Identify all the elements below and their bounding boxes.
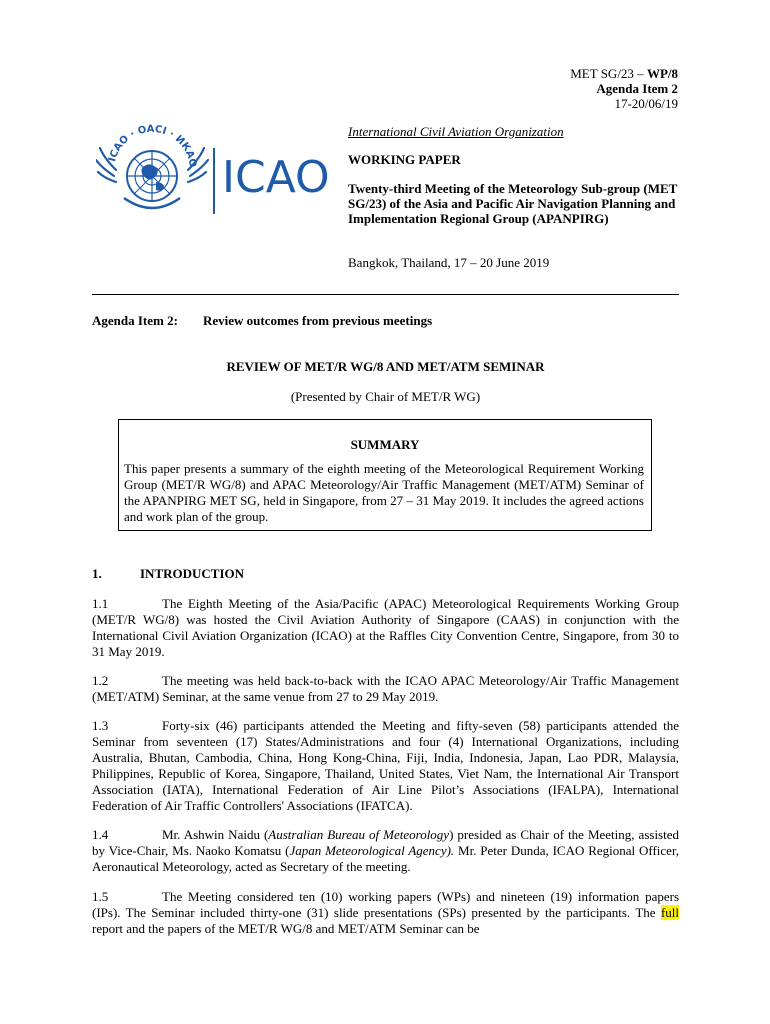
section-title: INTRODUCTION xyxy=(140,566,245,581)
reference-number: MET SG/23 – WP/8 xyxy=(570,66,678,81)
logo-ring-text: ICAO · OACI · ИКАО xyxy=(107,123,199,169)
agenda-item-ref: Agenda Item 2 xyxy=(596,81,678,96)
section-number: 1. xyxy=(92,566,102,581)
icao-emblem-icon xyxy=(96,118,332,226)
header-divider xyxy=(92,294,679,295)
organization-name: International Civil Aviation Organization xyxy=(348,124,564,139)
paragraph-1-2: 1.2 The meeting was held back-to-back with the ICAO APAC Meteorology/Air Traffic Management (MET/ATM) Seminar, at the same venue from 27 to 29 May 2019. xyxy=(92,673,679,704)
meeting-venue: Bangkok, Thailand, 17 – 20 June 2019 xyxy=(348,255,550,270)
agenda-title: Review outcomes from previous meetings xyxy=(203,313,433,328)
presented-by: (Presented by Chair of MET/R WG) xyxy=(290,389,481,404)
logo-wordmark: ICAO xyxy=(222,152,330,203)
paper-title: REVIEW OF MET/R WG/8 AND MET/ATM SEMINAR xyxy=(226,359,545,374)
meeting-title: Twenty-third Meeting of the Meteorology Sub-group (MET SG/23) of the Asia and Pacific Air Navigation Planning and Implementation Regional Group (APANPIRG) xyxy=(348,181,678,226)
document-reference xyxy=(570,66,678,111)
paragraph-number: 1.4 xyxy=(92,827,109,842)
paragraph-1-5: 1.5 The Meeting considered ten (10) working papers (WPs) and nineteen (19) information papers (IPs). The Seminar included thirty-one (31) slide presentations (SPs) presented by the participants. The full report and the papers of the MET/R WG/8 and MET/ATM Seminar can be xyxy=(92,889,679,936)
paragraph-number: 1.1 xyxy=(92,596,109,611)
paragraph-1-3: 1.3 Forty-six (46) participants attended the Meeting and fifty-seven (58) participants attended the Seminar from seventeen (17) States/Administrations and four (4) International Organizations, including Australia, Bhutan, Cambodia, China, Hong Kong-China, Fiji, India, Indonesia, Japan, Lao PDR, Malaysia, Philippines, Republic of Korea, Singapore, Thailand, United States, Viet Nam, the International Air Transport Association (IATA), International Federation of Air Line Pilot’s Associations (IFALPA), International Federation of Air Traffic Controllers' Associations (IFATCA). xyxy=(92,718,679,813)
icao-logo xyxy=(96,118,332,226)
paragraph-1-4: 1.4 Mr. Ashwin Naidu (Australian Bureau of Meteorology) presided as Chair of the Meeting, assisted by Vice-Chair, Ms. Naoko Komatsu (Japan Meteorological Agency). Mr. Peter Dunda, ICAO Regional Officer, Aeronautical Meteorology, acted as Secretary of the meeting. xyxy=(92,827,680,874)
document-date: 17-20/06/19 xyxy=(614,96,678,111)
paragraph-1-1: 1.1 The Eighth Meeting of the Asia/Pacific (APAC) Meteorological Requirements Working Group (MET/R WG/8) was hosted the Civil Aviation Authority of Singapore (CAAS) in conjunction with the International Civil Aviation Organization (ICAO) at the Raffles City Convention Centre, Singapore, from 30 to 31 May 2019. xyxy=(92,596,679,659)
summary-text: This paper presents a summary of the eighth meeting of the Meteorological Requirement Working Group (MET/R WG/8) and APAC Meteorology/Air Traffic Management (MET/ATM) Seminar of the APANPIRG MET SG, held in Singapore, from 27 – 31 May 2019. It includes the agreed actions and work plan of the group. xyxy=(124,461,644,524)
paragraph-number: 1.5 xyxy=(92,889,109,904)
summary-heading: SUMMARY xyxy=(350,437,420,452)
highlighted-word: full xyxy=(660,905,679,920)
document-type: WORKING PAPER xyxy=(348,152,461,167)
agenda-label: Agenda Item 2: xyxy=(92,313,178,328)
paragraph-number: 1.3 xyxy=(92,718,109,733)
paragraph-number: 1.2 xyxy=(92,673,109,688)
